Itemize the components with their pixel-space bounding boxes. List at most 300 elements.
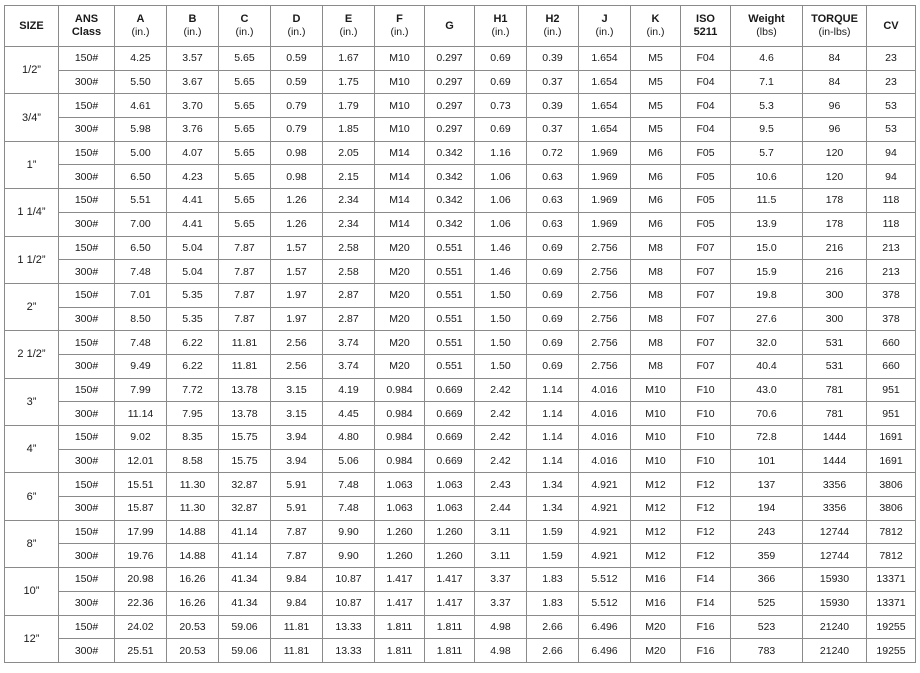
cell-h1: 1.50	[475, 354, 527, 378]
cell-torque: 781	[803, 378, 867, 402]
cell-torque: 300	[803, 283, 867, 307]
cell-j: 2.756	[579, 260, 631, 284]
cell-ans: 300#	[59, 497, 115, 521]
cell-e: 2.58	[323, 260, 375, 284]
cell-cv: 118	[867, 212, 916, 236]
cell-k: M16	[631, 568, 681, 592]
column-header-k-label: K	[651, 13, 660, 25]
cell-j: 2.756	[579, 283, 631, 307]
cell-b: 3.67	[167, 70, 219, 94]
cell-f: M20	[375, 307, 425, 331]
cell-b: 20.53	[167, 639, 219, 663]
cell-f: 1.063	[375, 473, 425, 497]
cell-d: 1.26	[271, 189, 323, 213]
cell-b: 3.76	[167, 118, 219, 142]
cell-b: 11.30	[167, 473, 219, 497]
cell-f: M20	[375, 283, 425, 307]
cell-cv: 213	[867, 260, 916, 284]
cell-f: M10	[375, 47, 425, 71]
cell-j: 4.921	[579, 520, 631, 544]
table-row	[5, 260, 916, 284]
cell-g: 0.669	[425, 449, 475, 473]
cell-f: M10	[375, 70, 425, 94]
column-header-h2-unit: (in.)	[543, 26, 562, 38]
cell-cv: 19255	[867, 639, 916, 663]
cell-weight: 359	[731, 544, 803, 568]
table-header	[5, 6, 916, 47]
cell-j: 1.654	[579, 94, 631, 118]
cell-d: 11.81	[271, 639, 323, 663]
cell-f: 1.811	[375, 615, 425, 639]
cell-cv: 378	[867, 307, 916, 331]
cell-k: M8	[631, 307, 681, 331]
column-header-b-label: B	[188, 13, 197, 25]
cell-f: 0.984	[375, 449, 425, 473]
cell-h2: 0.69	[527, 283, 579, 307]
column-header-c	[219, 6, 271, 47]
cell-h2: 0.69	[527, 331, 579, 355]
cell-h1: 1.06	[475, 189, 527, 213]
cell-d: 2.56	[271, 331, 323, 355]
cell-f: M20	[375, 260, 425, 284]
table-row	[5, 426, 916, 450]
cell-k: M10	[631, 426, 681, 450]
cell-b: 16.26	[167, 591, 219, 615]
cell-f: M10	[375, 94, 425, 118]
cell-ans: 150#	[59, 283, 115, 307]
cell-a: 6.50	[115, 165, 167, 189]
column-header-h1	[475, 6, 527, 47]
cell-b: 8.58	[167, 449, 219, 473]
column-header-iso-label: ISO	[696, 13, 715, 25]
cell-c: 7.87	[219, 283, 271, 307]
table-row	[5, 354, 916, 378]
cell-h1: 1.06	[475, 212, 527, 236]
cell-cv: 3806	[867, 497, 916, 521]
column-header-f-unit: (in.)	[390, 26, 409, 38]
cell-torque: 1444	[803, 449, 867, 473]
cell-c: 5.65	[219, 189, 271, 213]
cell-g: 0.342	[425, 141, 475, 165]
cell-f: 1.417	[375, 568, 425, 592]
cell-e: 2.34	[323, 212, 375, 236]
cell-torque: 3356	[803, 497, 867, 521]
cell-c: 7.87	[219, 307, 271, 331]
cell-b: 11.30	[167, 497, 219, 521]
cell-a: 7.99	[115, 378, 167, 402]
cell-h2: 0.69	[527, 236, 579, 260]
cell-a: 5.50	[115, 70, 167, 94]
cell-f: 1.260	[375, 520, 425, 544]
cell-j: 1.969	[579, 141, 631, 165]
cell-f: M20	[375, 331, 425, 355]
cell-k: M6	[631, 212, 681, 236]
cell-a: 5.98	[115, 118, 167, 142]
cell-torque: 1444	[803, 426, 867, 450]
cell-torque: 15930	[803, 568, 867, 592]
cell-f: M14	[375, 212, 425, 236]
cell-h2: 2.66	[527, 639, 579, 663]
cell-a: 7.48	[115, 331, 167, 355]
cell-a: 4.61	[115, 94, 167, 118]
cell-weight: 4.6	[731, 47, 803, 71]
cell-c: 59.06	[219, 615, 271, 639]
cell-ans: 150#	[59, 47, 115, 71]
cell-h1: 1.46	[475, 260, 527, 284]
cell-k: M8	[631, 236, 681, 260]
cell-ans: 150#	[59, 141, 115, 165]
cell-weight: 70.6	[731, 402, 803, 426]
column-header-weight-unit: (lbs)	[756, 26, 777, 38]
cell-d: 1.57	[271, 236, 323, 260]
cell-iso: F05	[681, 189, 731, 213]
table-row	[5, 236, 916, 260]
cell-cv: 1691	[867, 449, 916, 473]
table-row	[5, 473, 916, 497]
cell-c: 13.78	[219, 402, 271, 426]
cell-h2: 1.14	[527, 449, 579, 473]
cell-h2: 0.69	[527, 260, 579, 284]
cell-g: 1.811	[425, 615, 475, 639]
cell-torque: 15930	[803, 591, 867, 615]
cell-a: 7.48	[115, 260, 167, 284]
cell-d: 0.59	[271, 47, 323, 71]
cell-cv: 23	[867, 47, 916, 71]
cell-cv: 951	[867, 402, 916, 426]
cell-g: 1.260	[425, 520, 475, 544]
cell-ans: 150#	[59, 94, 115, 118]
size-cell: 2 1/2”	[5, 331, 59, 378]
cell-d: 5.91	[271, 473, 323, 497]
cell-b: 4.41	[167, 189, 219, 213]
cell-g: 1.811	[425, 639, 475, 663]
cell-k: M12	[631, 520, 681, 544]
cell-j: 1.969	[579, 212, 631, 236]
cell-ans: 150#	[59, 189, 115, 213]
cell-g: 0.669	[425, 378, 475, 402]
cell-h2: 1.34	[527, 497, 579, 521]
cell-iso: F07	[681, 283, 731, 307]
cell-torque: 96	[803, 94, 867, 118]
size-cell: 10”	[5, 568, 59, 615]
cell-a: 17.99	[115, 520, 167, 544]
cell-g: 1.063	[425, 497, 475, 521]
cell-h2: 1.59	[527, 544, 579, 568]
table-row	[5, 212, 916, 236]
cell-torque: 178	[803, 189, 867, 213]
column-header-iso-unit: 5211	[693, 26, 718, 38]
cell-h2: 1.83	[527, 591, 579, 615]
valve-dimension-table	[4, 5, 916, 663]
table-row	[5, 497, 916, 521]
cell-torque: 300	[803, 307, 867, 331]
cell-ans: 150#	[59, 236, 115, 260]
column-header-c-unit: (in.)	[235, 26, 254, 38]
cell-weight: 5.7	[731, 141, 803, 165]
column-header-size	[5, 6, 59, 47]
cell-h1: 2.42	[475, 402, 527, 426]
cell-c: 7.87	[219, 260, 271, 284]
table-row	[5, 283, 916, 307]
size-cell: 3”	[5, 378, 59, 425]
cell-a: 5.00	[115, 141, 167, 165]
cell-j: 1.654	[579, 70, 631, 94]
cell-torque: 21240	[803, 615, 867, 639]
cell-weight: 43.0	[731, 378, 803, 402]
cell-g: 0.551	[425, 331, 475, 355]
cell-weight: 137	[731, 473, 803, 497]
cell-j: 4.921	[579, 544, 631, 568]
cell-j: 1.969	[579, 189, 631, 213]
cell-a: 19.76	[115, 544, 167, 568]
cell-k: M10	[631, 402, 681, 426]
table-row	[5, 141, 916, 165]
cell-ans: 300#	[59, 118, 115, 142]
cell-ans: 300#	[59, 212, 115, 236]
cell-j: 6.496	[579, 615, 631, 639]
cell-ans: 300#	[59, 307, 115, 331]
cell-weight: 366	[731, 568, 803, 592]
cell-k: M10	[631, 449, 681, 473]
cell-d: 9.84	[271, 591, 323, 615]
cell-d: 0.98	[271, 165, 323, 189]
cell-ans: 300#	[59, 260, 115, 284]
cell-j: 1.654	[579, 118, 631, 142]
cell-j: 4.016	[579, 449, 631, 473]
cell-torque: 178	[803, 212, 867, 236]
column-header-g-label: G	[445, 19, 454, 32]
cell-e: 1.75	[323, 70, 375, 94]
cell-weight: 27.6	[731, 307, 803, 331]
cell-b: 5.04	[167, 236, 219, 260]
cell-c: 32.87	[219, 473, 271, 497]
cell-h1: 4.98	[475, 615, 527, 639]
cell-iso: F12	[681, 473, 731, 497]
cell-b: 5.35	[167, 307, 219, 331]
cell-h1: 0.69	[475, 118, 527, 142]
cell-ans: 300#	[59, 70, 115, 94]
column-header-k	[631, 6, 681, 47]
cell-f: 0.984	[375, 378, 425, 402]
cell-b: 4.41	[167, 212, 219, 236]
cell-k: M20	[631, 615, 681, 639]
table-row	[5, 70, 916, 94]
cell-iso: F05	[681, 141, 731, 165]
cell-weight: 13.9	[731, 212, 803, 236]
cell-iso: F16	[681, 639, 731, 663]
table-row	[5, 402, 916, 426]
column-header-weight	[731, 6, 803, 47]
column-header-f	[375, 6, 425, 47]
cell-f: M14	[375, 141, 425, 165]
cell-iso: F10	[681, 378, 731, 402]
cell-c: 41.34	[219, 591, 271, 615]
column-header-torque-label: TORQUE	[811, 13, 858, 25]
column-header-h1-label: H1	[493, 13, 508, 25]
cell-cv: 3806	[867, 473, 916, 497]
cell-e: 2.05	[323, 141, 375, 165]
cell-a: 7.00	[115, 212, 167, 236]
cell-e: 7.48	[323, 473, 375, 497]
cell-c: 59.06	[219, 639, 271, 663]
cell-weight: 783	[731, 639, 803, 663]
cell-c: 5.65	[219, 118, 271, 142]
cell-g: 0.551	[425, 307, 475, 331]
cell-h2: 1.83	[527, 568, 579, 592]
cell-iso: F05	[681, 165, 731, 189]
cell-d: 11.81	[271, 615, 323, 639]
cell-iso: F07	[681, 331, 731, 355]
cell-g: 0.297	[425, 94, 475, 118]
column-header-c-label: C	[240, 13, 249, 25]
cell-cv: 951	[867, 378, 916, 402]
cell-iso: F10	[681, 449, 731, 473]
column-header-e	[323, 6, 375, 47]
table-row	[5, 449, 916, 473]
cell-c: 5.65	[219, 94, 271, 118]
cell-weight: 19.8	[731, 283, 803, 307]
column-header-e-label: E	[344, 13, 353, 25]
cell-b: 16.26	[167, 568, 219, 592]
cell-f: M20	[375, 236, 425, 260]
table-row	[5, 544, 916, 568]
cell-k: M5	[631, 94, 681, 118]
cell-b: 6.22	[167, 331, 219, 355]
cell-a: 7.01	[115, 283, 167, 307]
cell-e: 5.06	[323, 449, 375, 473]
cell-e: 10.87	[323, 591, 375, 615]
cell-d: 0.79	[271, 118, 323, 142]
column-header-torque-unit: (in-lbs)	[818, 26, 851, 38]
cell-b: 7.95	[167, 402, 219, 426]
cell-cv: 660	[867, 354, 916, 378]
cell-weight: 525	[731, 591, 803, 615]
cell-g: 0.669	[425, 402, 475, 426]
cell-j: 4.016	[579, 378, 631, 402]
header-row	[5, 6, 916, 47]
cell-f: M14	[375, 189, 425, 213]
size-cell: 1 1/4”	[5, 189, 59, 236]
cell-d: 2.56	[271, 354, 323, 378]
cell-weight: 9.5	[731, 118, 803, 142]
cell-e: 4.80	[323, 426, 375, 450]
cell-cv: 94	[867, 141, 916, 165]
cell-c: 15.75	[219, 449, 271, 473]
cell-cv: 7812	[867, 520, 916, 544]
cell-c: 41.14	[219, 544, 271, 568]
cell-k: M12	[631, 473, 681, 497]
cell-g: 0.342	[425, 165, 475, 189]
cell-cv: 53	[867, 118, 916, 142]
cell-j: 5.512	[579, 591, 631, 615]
cell-cv: 7812	[867, 544, 916, 568]
cell-torque: 12744	[803, 544, 867, 568]
cell-iso: F07	[681, 354, 731, 378]
cell-torque: 216	[803, 260, 867, 284]
column-header-h1-unit: (in.)	[491, 26, 510, 38]
cell-h2: 0.63	[527, 189, 579, 213]
column-header-k-unit: (in.)	[646, 26, 665, 38]
column-header-b-unit: (in.)	[183, 26, 202, 38]
cell-cv: 660	[867, 331, 916, 355]
cell-h1: 1.16	[475, 141, 527, 165]
cell-b: 6.22	[167, 354, 219, 378]
column-header-j-label: J	[601, 13, 608, 25]
cell-h2: 0.63	[527, 212, 579, 236]
cell-iso: F07	[681, 307, 731, 331]
column-header-d	[271, 6, 323, 47]
cell-k: M8	[631, 283, 681, 307]
table-row	[5, 591, 916, 615]
cell-cv: 23	[867, 70, 916, 94]
cell-k: M5	[631, 118, 681, 142]
table-row	[5, 639, 916, 663]
cell-e: 2.87	[323, 307, 375, 331]
cell-h1: 3.37	[475, 568, 527, 592]
cell-e: 1.79	[323, 94, 375, 118]
column-header-size-label: SIZE	[19, 19, 44, 32]
column-header-a-unit: (in.)	[131, 26, 150, 38]
cell-h1: 1.06	[475, 165, 527, 189]
cell-iso: F05	[681, 212, 731, 236]
cell-h1: 3.37	[475, 591, 527, 615]
table-row	[5, 615, 916, 639]
size-cell: 1”	[5, 141, 59, 188]
cell-j: 4.016	[579, 402, 631, 426]
cell-h2: 1.14	[527, 426, 579, 450]
cell-h2: 0.69	[527, 354, 579, 378]
cell-weight: 15.0	[731, 236, 803, 260]
cell-cv: 13371	[867, 591, 916, 615]
cell-cv: 378	[867, 283, 916, 307]
cell-iso: F10	[681, 402, 731, 426]
cell-a: 5.51	[115, 189, 167, 213]
cell-h1: 2.42	[475, 449, 527, 473]
cell-torque: 531	[803, 354, 867, 378]
cell-h2: 0.63	[527, 165, 579, 189]
table-row	[5, 520, 916, 544]
column-header-h2	[527, 6, 579, 47]
cell-j: 5.512	[579, 568, 631, 592]
cell-h1: 0.69	[475, 70, 527, 94]
cell-a: 8.50	[115, 307, 167, 331]
cell-weight: 32.0	[731, 331, 803, 355]
cell-h2: 1.59	[527, 520, 579, 544]
cell-weight: 243	[731, 520, 803, 544]
cell-b: 5.04	[167, 260, 219, 284]
cell-torque: 84	[803, 70, 867, 94]
cell-d: 5.91	[271, 497, 323, 521]
cell-ans: 150#	[59, 615, 115, 639]
cell-h2: 2.66	[527, 615, 579, 639]
cell-h2: 1.14	[527, 402, 579, 426]
cell-a: 6.50	[115, 236, 167, 260]
cell-a: 9.02	[115, 426, 167, 450]
cell-weight: 7.1	[731, 70, 803, 94]
table-row	[5, 189, 916, 213]
cell-k: M6	[631, 189, 681, 213]
cell-d: 1.26	[271, 212, 323, 236]
cell-c: 5.65	[219, 70, 271, 94]
cell-h1: 1.46	[475, 236, 527, 260]
cell-k: M16	[631, 591, 681, 615]
cell-a: 11.14	[115, 402, 167, 426]
cell-c: 5.65	[219, 165, 271, 189]
cell-e: 10.87	[323, 568, 375, 592]
cell-torque: 531	[803, 331, 867, 355]
cell-k: M5	[631, 47, 681, 71]
cell-d: 0.98	[271, 141, 323, 165]
